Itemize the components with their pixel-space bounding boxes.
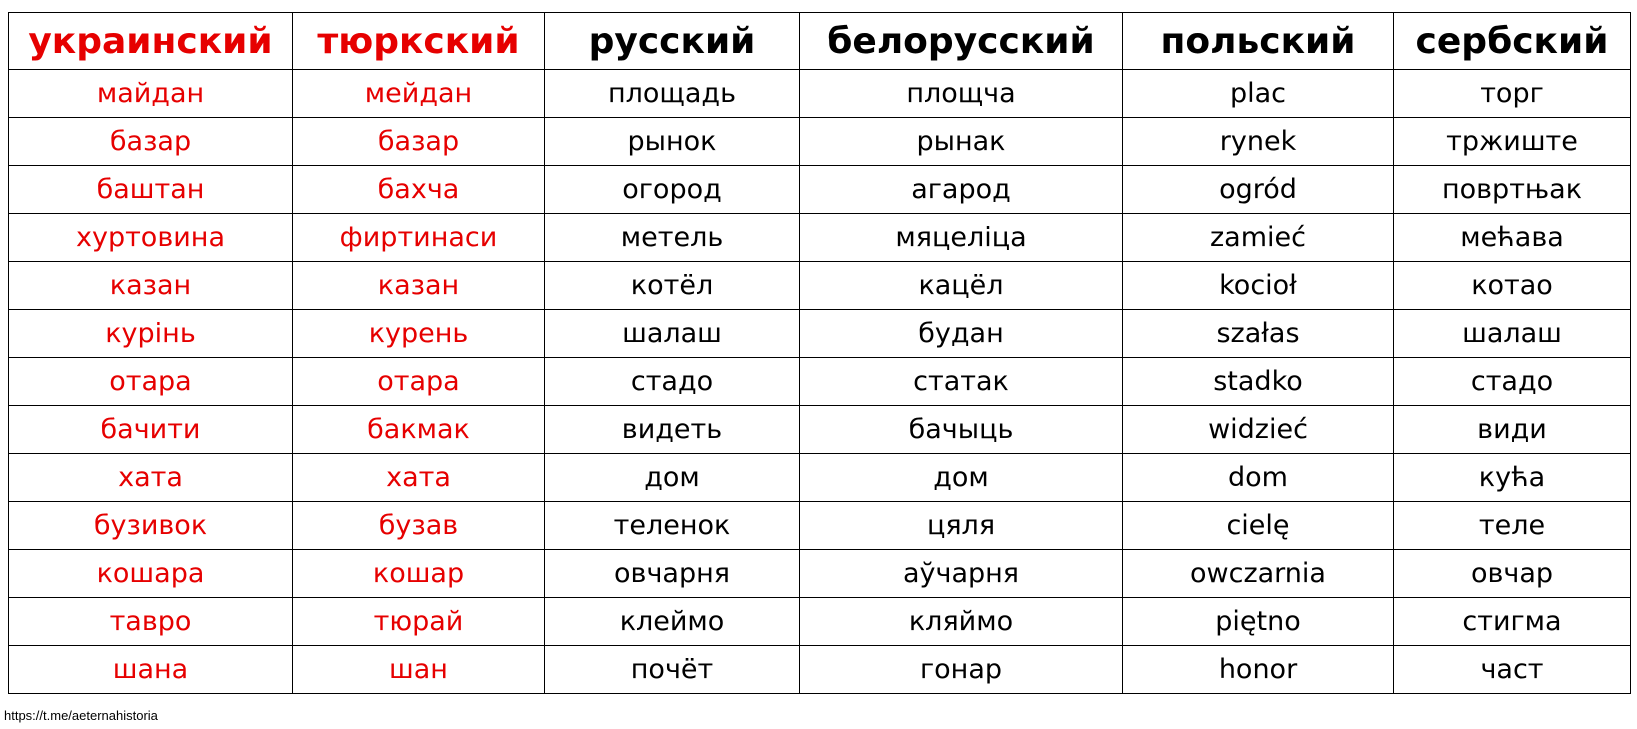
cell-polish: honor — [1123, 646, 1394, 694]
header-russian: русский — [545, 13, 800, 70]
cell-polish: piętno — [1123, 598, 1394, 646]
cell-belarusian: будан — [800, 310, 1123, 358]
cell-serbian: стадо — [1394, 358, 1631, 406]
cell-belarusian: кацёл — [800, 262, 1123, 310]
header-row — [9, 13, 1631, 70]
header-serbian: сербский — [1394, 13, 1631, 70]
cell-turkic: хата — [293, 454, 545, 502]
cell-turkic: шан — [293, 646, 545, 694]
cell-serbian: част — [1394, 646, 1631, 694]
table-body — [9, 70, 1631, 694]
cell-polish: widzieć — [1123, 406, 1394, 454]
table-row — [9, 70, 1631, 118]
cell-turkic: бахча — [293, 166, 545, 214]
header-turkic: тюркский — [293, 13, 545, 70]
table-row — [9, 166, 1631, 214]
table-row — [9, 646, 1631, 694]
cell-russian: видеть — [545, 406, 800, 454]
table-row — [9, 214, 1631, 262]
cell-ukrainian: казан — [9, 262, 293, 310]
cell-ukrainian: кошара — [9, 550, 293, 598]
cell-serbian: кућа — [1394, 454, 1631, 502]
cell-ukrainian: бачити — [9, 406, 293, 454]
table-row — [9, 502, 1631, 550]
cell-russian: дом — [545, 454, 800, 502]
table-row — [9, 358, 1631, 406]
cell-serbian: види — [1394, 406, 1631, 454]
cell-polish: plac — [1123, 70, 1394, 118]
cell-russian: клеймо — [545, 598, 800, 646]
cell-belarusian: агарод — [800, 166, 1123, 214]
cell-ukrainian: базар — [9, 118, 293, 166]
cell-russian: теленок — [545, 502, 800, 550]
cell-russian: почёт — [545, 646, 800, 694]
cell-russian: шалаш — [545, 310, 800, 358]
word-comparison-table — [8, 12, 1631, 694]
cell-polish: szałas — [1123, 310, 1394, 358]
cell-ukrainian: шана — [9, 646, 293, 694]
cell-belarusian: цяля — [800, 502, 1123, 550]
cell-polish: stadko — [1123, 358, 1394, 406]
cell-polish: owczarnia — [1123, 550, 1394, 598]
cell-belarusian: статак — [800, 358, 1123, 406]
header-belarusian: белорусский — [800, 13, 1123, 70]
cell-belarusian: площча — [800, 70, 1123, 118]
table-row — [9, 310, 1631, 358]
header-polish: польский — [1123, 13, 1394, 70]
cell-serbian: мећава — [1394, 214, 1631, 262]
cell-russian: овчарня — [545, 550, 800, 598]
table-row — [9, 118, 1631, 166]
cell-polish: rynek — [1123, 118, 1394, 166]
cell-ukrainian: майдан — [9, 70, 293, 118]
cell-serbian: стигма — [1394, 598, 1631, 646]
cell-turkic: отара — [293, 358, 545, 406]
cell-polish: zamieć — [1123, 214, 1394, 262]
cell-serbian: котао — [1394, 262, 1631, 310]
cell-belarusian: мяцеліца — [800, 214, 1123, 262]
word-comparison-table-wrapper — [8, 12, 1631, 694]
cell-serbian: повртњак — [1394, 166, 1631, 214]
cell-russian: стадо — [545, 358, 800, 406]
cell-ukrainian: баштан — [9, 166, 293, 214]
table-row — [9, 454, 1631, 502]
cell-belarusian: рынак — [800, 118, 1123, 166]
cell-ukrainian: хуртовина — [9, 214, 293, 262]
cell-turkic: фиртинаси — [293, 214, 545, 262]
cell-russian: котёл — [545, 262, 800, 310]
cell-turkic: бакмак — [293, 406, 545, 454]
cell-polish: cielę — [1123, 502, 1394, 550]
table-row — [9, 550, 1631, 598]
header-ukrainian: украинский — [9, 13, 293, 70]
cell-turkic: курень — [293, 310, 545, 358]
cell-belarusian: кляймо — [800, 598, 1123, 646]
cell-ukrainian: отара — [9, 358, 293, 406]
cell-polish: dom — [1123, 454, 1394, 502]
cell-belarusian: бачыць — [800, 406, 1123, 454]
table-row — [9, 598, 1631, 646]
table-row — [9, 406, 1631, 454]
cell-russian: площадь — [545, 70, 800, 118]
cell-turkic: бузав — [293, 502, 545, 550]
cell-ukrainian: хата — [9, 454, 293, 502]
cell-russian: рынок — [545, 118, 800, 166]
cell-serbian: шалаш — [1394, 310, 1631, 358]
cell-serbian: торг — [1394, 70, 1631, 118]
cell-serbian: теле — [1394, 502, 1631, 550]
cell-serbian: тржиште — [1394, 118, 1631, 166]
cell-ukrainian: бузивок — [9, 502, 293, 550]
cell-polish: kocioł — [1123, 262, 1394, 310]
cell-turkic: казан — [293, 262, 545, 310]
cell-polish: ogród — [1123, 166, 1394, 214]
cell-turkic: мейдан — [293, 70, 545, 118]
cell-turkic: кошар — [293, 550, 545, 598]
cell-serbian: овчар — [1394, 550, 1631, 598]
source-link-text: https://t.me/aeternahistoria — [4, 708, 158, 723]
cell-turkic: базар — [293, 118, 545, 166]
table-row — [9, 262, 1631, 310]
cell-turkic: тюрай — [293, 598, 545, 646]
cell-russian: метель — [545, 214, 800, 262]
cell-ukrainian: курінь — [9, 310, 293, 358]
cell-belarusian: гонар — [800, 646, 1123, 694]
cell-belarusian: аўчарня — [800, 550, 1123, 598]
cell-ukrainian: тавро — [9, 598, 293, 646]
cell-russian: огород — [545, 166, 800, 214]
cell-belarusian: дом — [800, 454, 1123, 502]
